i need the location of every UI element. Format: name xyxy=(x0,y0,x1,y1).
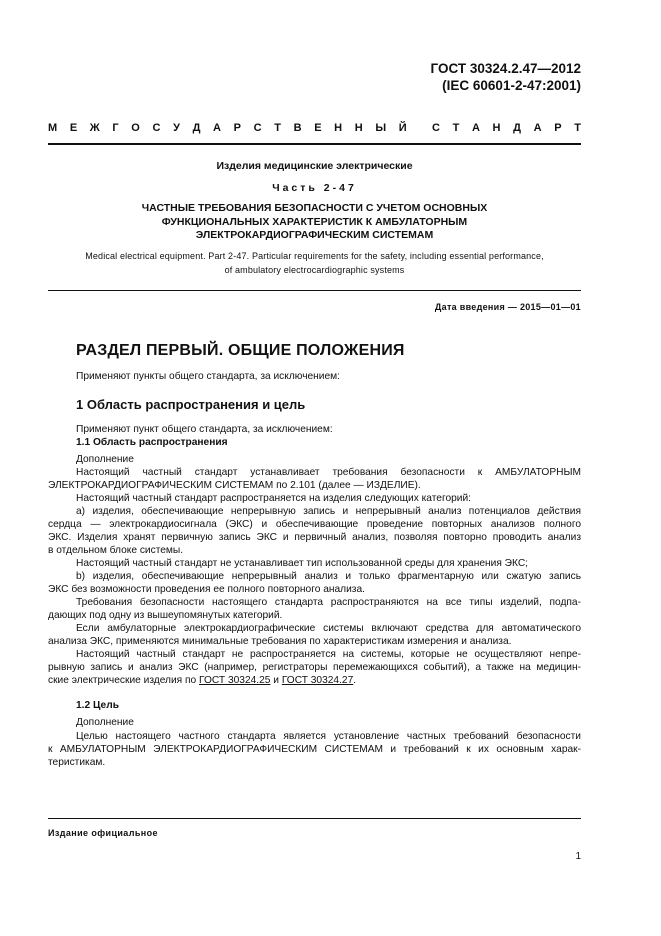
letter: В xyxy=(293,122,302,134)
text-line: Требования безопасности настоящего стандарта распространяются на все типы изделий, подпа- xyxy=(76,597,581,608)
letter: С xyxy=(431,122,440,134)
text-line: рывную запись и анализ ЭКС (например, регистраторы перемежающихся событий), а также на медицин- xyxy=(48,662,581,673)
standard-type-label xyxy=(48,122,581,134)
letter: Г xyxy=(112,122,119,134)
letter: Н xyxy=(492,122,501,134)
letter: О xyxy=(131,122,140,134)
subclause-heading: 1.2 Цель xyxy=(76,700,119,711)
text-line: анализа ЭКС, применяются минимальные требования по характеристикам измерения и анализа. xyxy=(48,636,512,647)
purpose-body xyxy=(48,730,581,769)
text-line: ЭЛЕКТРОКАРДИОГРАФИЧЕСКИМ СИСТЕМАМ по 2.101 (далее — ИЗДЕЛИЕ). xyxy=(48,480,421,491)
text-line: Настоящий частный стандарт не распространяется на системы, которые не осуществляют непре- xyxy=(76,649,581,660)
text-line: ЭКС. Изделия хранят первичную запись ЭКС и первичный анализ, позволяя повторно проводить анализ xyxy=(48,532,581,543)
letter: С xyxy=(253,122,262,134)
text-line: a) изделия, обеспечивающие непрерывную запись и непрерывный анализ потенциалов действия xyxy=(76,506,581,517)
title-rule xyxy=(48,290,581,291)
title-line: ЧАСТНЫЕ ТРЕБОВАНИЯ БЕЗОПАСНОСТИ С УЧЕТОМ ОСНОВНЫХ xyxy=(141,202,488,214)
text-fragment: ские электрические изделия по xyxy=(48,675,200,686)
letter: А xyxy=(533,122,542,134)
letter: Й xyxy=(398,122,407,134)
title-line: ЭЛЕКТРОКАРДИОГРАФИЧЕСКИМ СИСТЕМАМ xyxy=(195,229,434,241)
text-line: в отдельном блоке системы. xyxy=(48,545,184,556)
letter: Т xyxy=(274,122,281,134)
gost-30324-25-link[interactable]: ГОСТ 30324.25 xyxy=(199,675,271,686)
letter: А xyxy=(471,122,480,134)
english-title xyxy=(48,250,581,277)
text-line: Если амбулаторные электрокардиографические системы включают средства для автоматического xyxy=(76,623,581,634)
letter: Д xyxy=(192,122,201,134)
text-line: к АМБУЛАТОРНЫМ ЭЛЕКТРОКАРДИОГРАФИЧЕСКИМ СИСТЕМАМ и требований к их основным харак- xyxy=(48,744,581,755)
addition-label: Дополнение xyxy=(76,454,134,465)
letter: Е xyxy=(314,122,322,134)
letter: У xyxy=(173,122,180,134)
product-group: Изделия медицинские электрические xyxy=(216,160,413,172)
gost-number: ГОСТ 30324.2.47—2012 xyxy=(430,61,581,76)
effective-date: Дата введения — 2015—01—01 xyxy=(434,302,581,312)
clause-heading: 1 Область распространения и цель xyxy=(76,397,306,412)
text-line: b) изделия, обеспечивающие непрерывный анализ и только фрагментарную или сжатую запись xyxy=(76,571,581,582)
letter: Ы xyxy=(375,122,387,134)
iec-number: (IEC 60601-2-47:2001) xyxy=(442,78,581,93)
letter: С xyxy=(152,122,161,134)
standard-number-block xyxy=(431,60,581,94)
addition-label: Дополнение xyxy=(76,717,134,728)
text-line: теристикам. xyxy=(48,757,106,768)
header-rule xyxy=(48,143,581,145)
text-line: Настоящий частный стандарт распространяется на изделия следующих категорий: xyxy=(76,493,472,504)
clause-intro: Применяют пункт общего стандарта, за исключением: xyxy=(76,424,333,435)
letter: А xyxy=(213,122,221,134)
text-line: дающих под одну из вышеупомянутых категорий. xyxy=(48,610,283,621)
section-title: РАЗДЕЛ ПЕРВЫЙ. ОБЩИЕ ПОЛОЖЕНИЯ xyxy=(76,342,405,359)
clause-body xyxy=(48,466,581,687)
footer-rule xyxy=(48,818,581,819)
english-title-line: of ambulatory electrocardiographic systems xyxy=(224,264,405,275)
letter: Н xyxy=(354,122,363,134)
document-title xyxy=(48,202,581,243)
letter: Т xyxy=(452,122,460,134)
letter: М xyxy=(48,122,58,134)
letter: Р xyxy=(233,122,241,134)
letter: Т xyxy=(574,122,581,134)
text-line xyxy=(48,674,581,687)
text-line: ЭКС без возможности проведения ее полного повторного анализа. xyxy=(48,584,365,595)
text-line: сердца — электрокардиосигнала (ЭКС) и обеспечивающие проведение повторных анализов полного xyxy=(48,519,581,530)
text-line: Настоящий частный стандарт устанавливает требования безопасности к АМБУЛАТОРНЫМ xyxy=(76,467,581,478)
section-intro: Применяют пункты общего стандарта, за исключением: xyxy=(76,371,340,382)
text-fragment: и xyxy=(270,675,282,686)
text-fragment: . xyxy=(353,675,357,686)
gost-30324-27-link[interactable]: ГОСТ 30324.27 xyxy=(281,675,354,686)
letter: Р xyxy=(554,122,562,134)
text-line: Целью настоящего частного стандарта является установление частных требований безопасности xyxy=(76,731,581,742)
english-title-line: Medical electrical equipment. Part 2-47. Particular requirements for the safety, including essential performance, xyxy=(85,251,544,261)
official-edition-label: Издание официальное xyxy=(48,828,158,838)
subclause-heading: 1.1 Область распространения xyxy=(76,437,228,448)
letter: Д xyxy=(513,122,521,134)
letter: Е xyxy=(69,122,78,134)
letter: Н xyxy=(334,122,343,134)
text-line: Настоящий частный стандарт не устанавливает тип использованной среды для хранения ЭКС; xyxy=(76,558,529,569)
title-line: ФУНКЦИОНАЛЬНЫХ ХАРАКТЕРИСТИК К АМБУЛАТОРНЫМ xyxy=(161,215,468,228)
part-number: Часть 2-47 xyxy=(272,182,357,194)
page-number: 1 xyxy=(575,851,581,862)
letter: Ж xyxy=(89,122,100,134)
